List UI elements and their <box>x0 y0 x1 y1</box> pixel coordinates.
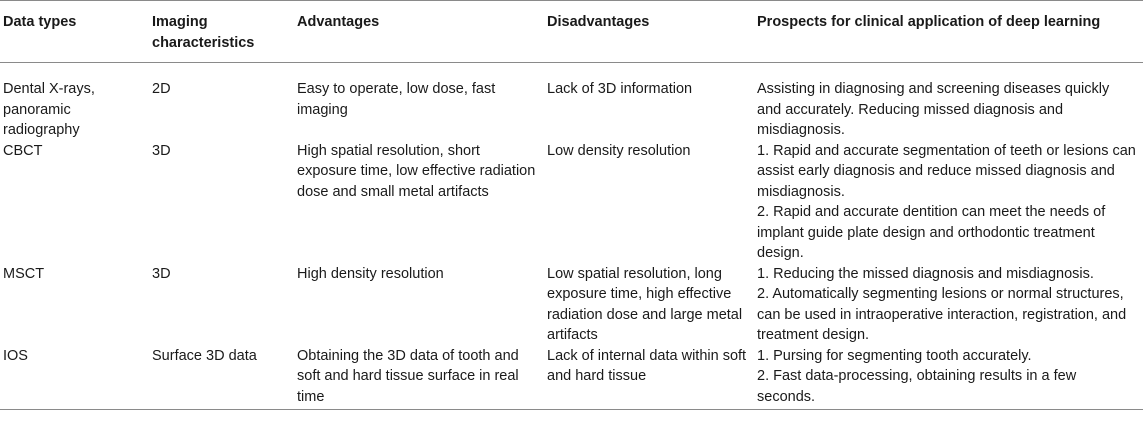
cell-disadvantages: Low spatial resolution, long exposure time, high effective radiation dose and large metal artifacts <box>547 265 743 343</box>
table-header <box>0 1 1143 63</box>
cell-prospects: Assisting in diagnosing and screening diseases quickly and accurately. Reducing missed diagnosis and misdiagnosis. <box>757 81 1110 138</box>
cell-disadvantages: Lack of internal data within soft and hard tissue <box>544 346 754 410</box>
cell-imaging: Surface 3D data <box>149 346 294 410</box>
cell-prospects: 1. Pursing for segmenting tooth accurately. 2. Fast data-processing, obtaining results in a few seconds. <box>754 346 1143 410</box>
cell-data-type: CBCT <box>3 142 43 159</box>
table-row <box>0 346 1143 410</box>
table-row <box>0 63 1143 141</box>
cell-data-type: IOS <box>0 346 149 410</box>
cell-advantages: Obtaining the 3D data of tooth and soft and hard tissue surface in real time <box>294 346 544 410</box>
header-imaging-characteristics: Imaging characteristics <box>149 1 294 63</box>
cell-imaging: 3D <box>152 265 171 282</box>
cell-imaging: 2D <box>152 81 171 97</box>
table-body <box>0 63 1143 410</box>
cell-imaging: 3D <box>152 142 171 159</box>
cell-data-type: Dental X-rays, panoramic radiography <box>3 81 95 138</box>
cell-prospects: 1. Reducing the missed diagnosis and misdiagnosis. 2. Automatically segmenting lesions or normal structures, can be used in intraoperative interaction, registration, and treatment design. <box>757 265 1127 343</box>
header-disadvantages: Disadvantages <box>544 1 754 63</box>
cell-advantages: High density resolution <box>297 265 444 282</box>
table-row <box>0 264 1143 346</box>
header-data-types: Data types <box>0 1 149 63</box>
cell-disadvantages: Low density resolution <box>547 142 691 159</box>
table-row <box>0 141 1143 264</box>
cell-advantages: High spatial resolution, short exposure time, low effective radiation dose and small metal artifacts <box>297 142 536 200</box>
header-prospects: Prospects for clinical application of deep learning <box>754 1 1143 63</box>
header-row <box>0 1 1143 63</box>
cell-prospects: 1. Rapid and accurate segmentation of teeth or lesions can assist early diagnosis and reduce missed diagnosis and misdiagnosis. 2. Rapid and accurate dentition can meet the needs of implant guide plate design and orthodontic treatment design. <box>757 142 1136 261</box>
header-advantages: Advantages <box>294 1 544 63</box>
cell-disadvantages: Lack of 3D information <box>547 81 693 97</box>
cell-advantages: Easy to operate, low dose, fast imaging <box>297 81 496 118</box>
cell-data-type: MSCT <box>3 265 45 282</box>
